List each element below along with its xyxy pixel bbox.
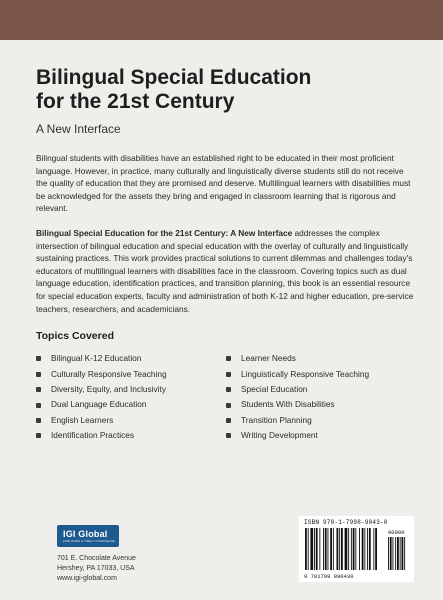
topics-heading: Topics Covered [36,330,114,343]
barcode-number: 9 781799 890430 [304,573,354,580]
bullet-icon [36,403,41,408]
bullet-icon [36,372,41,377]
back-cover-content [36,66,416,444]
publisher-address [57,554,136,584]
bullet-icon [36,433,41,438]
bullet-icon [36,356,41,361]
igi-global-logo [57,525,119,547]
barcode-box [299,516,414,582]
book-subtitle: A New Interface [36,122,121,136]
topic-item: Identification Practices [36,428,226,443]
bullet-icon [226,403,231,408]
title-line-2: for the 21st Century [36,90,235,113]
topics-left-column [36,351,226,443]
description-paragraph-1: Bilingual students with disabilities have an established right to be educated in their most proficient language. However, in practice, many culturally and linguistically diverse students still do not receive the quality of education that they are promised and deserve. Multilingual learners with disabilities must be acknowledged for the assets they bring and engaged in classroom learning that is rigorous and relevant. [36,153,411,214]
top-color-band [0,0,443,40]
description-bold-title: Bilingual Special Education for the 21st Century: A New Interface [36,227,293,238]
address-line-1: 701 E. Chocolate Avenue [57,555,136,562]
topic-item: Writing Development [226,428,416,443]
bullet-icon [226,433,231,438]
logo-text: IGI Global [63,529,108,539]
bullet-icon [36,387,41,392]
topic-item: Learner Needs [226,351,416,366]
topics-right-column [226,351,416,443]
publisher-website: www.igi-global.com [57,575,117,582]
bullet-icon [226,418,231,423]
topic-item: Linguistically Responsive Teaching [226,367,416,382]
title-line-1: Bilingual Special Education [36,66,312,89]
topic-item: Diversity, Equity, and Inclusivity [36,382,226,397]
topic-item: Transition Planning [226,413,416,428]
bullet-icon [226,356,231,361]
topics-list [36,351,416,443]
bullet-icon [36,418,41,423]
bullet-icon [226,387,231,392]
topic-item: Bilingual K-12 Education [36,351,226,366]
description-paragraph-2-text: addresses the complex intersection of bilingual education and special education with the overlay of culturally and linguistically sustaining practices. This work provides practical solutions to current dilemmas and challenges today's educators of multilingual learners with disabilities face in the classroom. Covering topics such as dual language education, identification practices, and transition planning, this book is an essential resource for special education experts, faculty and administration of both K-12 and higher education, pre-service teachers, researchers, and academicians. [36,227,414,314]
logo-tagline: PUBLISHER of TIMELY KNOWLEDGE [63,539,116,543]
address-line-2: Hershey, PA 17033, USA [57,565,135,572]
description-paragraph-2 [36,227,416,315]
topic-item: Special Education [226,382,416,397]
barcode-icon [304,528,409,572]
topic-item: Dual Language Education [36,397,226,412]
topic-item: English Learners [36,413,226,428]
isbn-label: ISBN 978-1-7998-9043-0 [304,519,388,526]
bullet-icon [226,372,231,377]
barcode-addon: 90000 [388,529,405,536]
book-title [36,66,416,114]
topic-item: Culturally Responsive Teaching [36,367,226,382]
topic-item: Students With Disabilities [226,397,416,412]
